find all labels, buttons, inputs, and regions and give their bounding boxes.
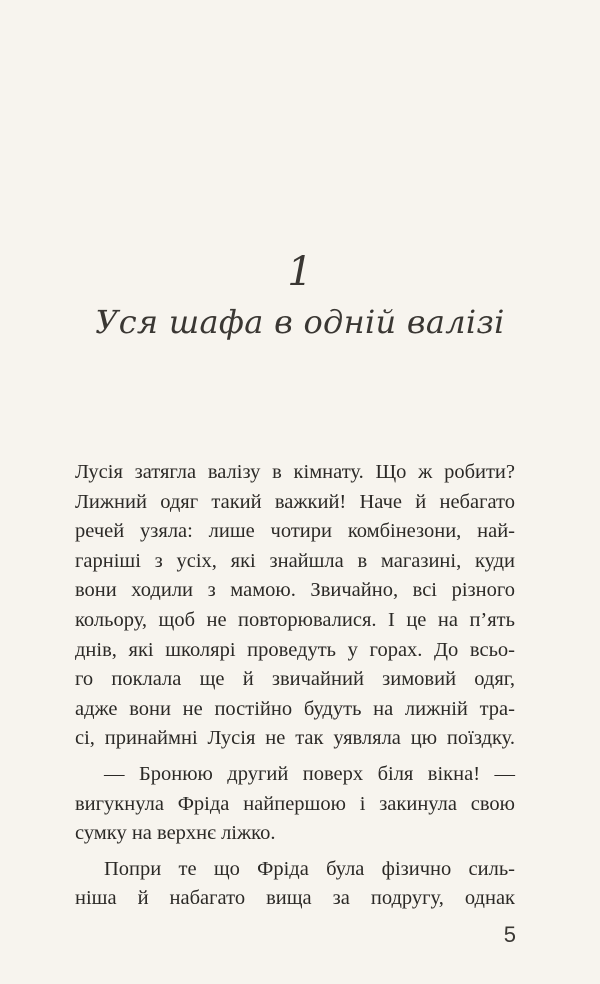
text-line: вигукнула Фріда найпершою і закинула свою (75, 792, 515, 815)
text-line: Лусія затягла валізу в кімнату. Що ж робити? (75, 461, 515, 483)
text-line: ніша й набагато вища за подругу, однак (75, 887, 515, 910)
chapter-number: 1 (287, 249, 313, 295)
text-line: гарніші з усіх, які знайшла в магазині, куди (75, 549, 515, 572)
text-line: сумку на верхнє ліжко. (75, 822, 276, 845)
text-line: Лижний одяг такий важкий! Наче й небагато (75, 490, 515, 513)
chapter-title: Уся шафа в одній валізі (95, 303, 505, 341)
text-line: днів, які школярі проведуть у горах. До всьо- (75, 638, 515, 661)
body-text (75, 458, 515, 914)
page-number: 5 (503, 922, 516, 947)
text-line: вони ходили з мамою. Звичайно, всі різного (75, 579, 515, 602)
text-line: го поклала ще й звичайний зимовий одяг, (75, 668, 515, 691)
paragraph-2 (75, 760, 515, 849)
text-line: кольору, щоб не повторювалися. І це на п’ять (75, 608, 515, 631)
text-line: сі, принаймні Лусія не так уявляла цю поїздку. (75, 727, 515, 750)
text-line: адже вони не постійно будуть на лижній тра- (75, 697, 515, 720)
paragraph-1 (75, 458, 515, 754)
text-line: — Бронюю другий поверх біля вікна! — (104, 762, 515, 785)
paragraph-3 (75, 855, 515, 914)
text-line: речей узяла: лише чотири комбінезони, най- (75, 520, 515, 543)
text-line: Попри те що Фріда була фізично силь- (104, 857, 515, 880)
